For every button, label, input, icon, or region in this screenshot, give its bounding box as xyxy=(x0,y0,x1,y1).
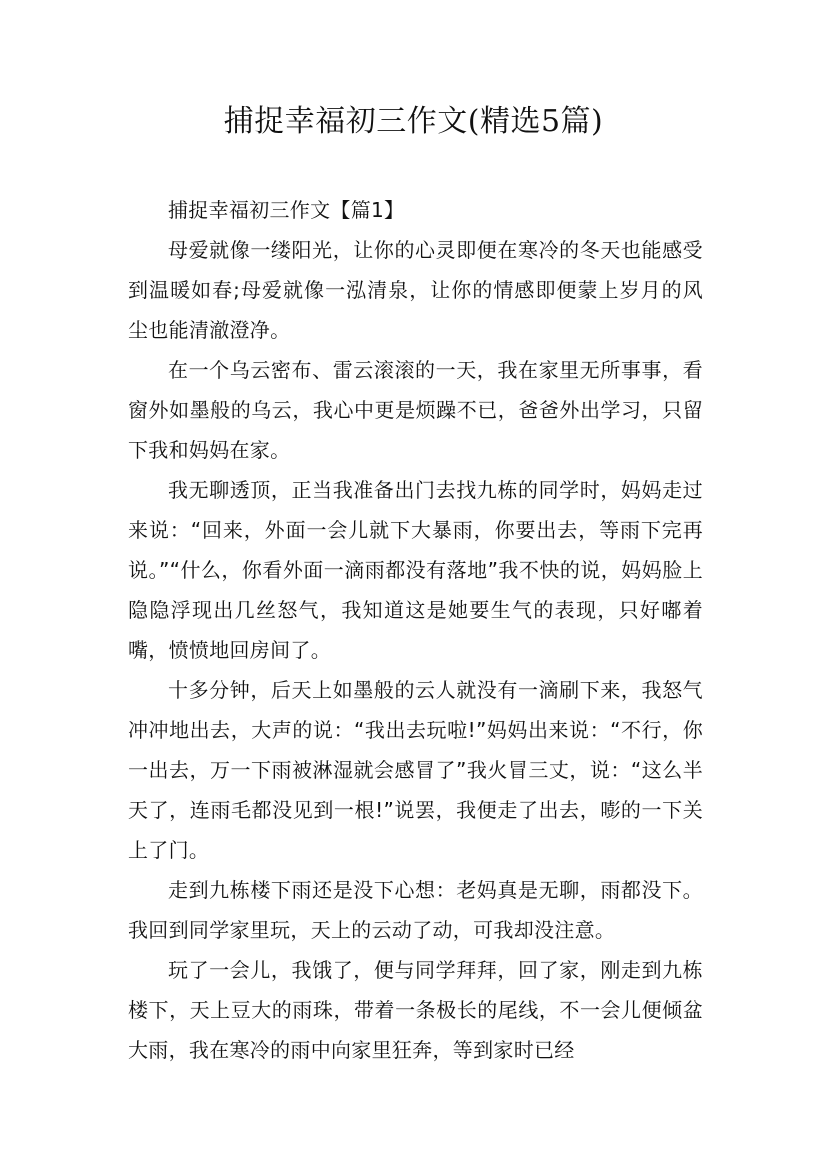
paragraph-5: 走到九栋楼下雨还是没下心想：老妈真是无聊，雨都没下。我回到同学家里玩，天上的云动了动，可我却没注意。 xyxy=(128,878,703,942)
paragraph-1: 母爱就像一缕阳光，让你的心灵即便在寒冷的冬天也能感受到温暖如春;母爱就像一泓清泉，让你的情感即便蒙上岁月的风尘也能清澈澄净。 xyxy=(128,238,703,342)
paragraph-4: 十多分钟，后天上如墨般的云人就没有一滴刷下来，我怒气冲冲地出去，大声的说：“我出去玩啦!”妈妈出来说：“不行，你一出去，万一下雨被淋湿就会感冒了”我火冒三丈，说：“这么半天了，连雨毛都没见到一根!”说罢，我便走了出去，嘭的一下关上了门。 xyxy=(128,678,703,862)
document-title: 捕捉幸福初三作文(精选5篇) xyxy=(223,104,604,139)
document-body xyxy=(128,190,703,1070)
paragraph-2: 在一个乌云密布、雷云滚滚的一天，我在家里无所事事，看窗外如墨般的乌云，我心中更是烦躁不已，爸爸外出学习，只留下我和妈妈在家。 xyxy=(128,358,703,462)
paragraph-3: 我无聊透顶，正当我准备出门去找九栋的同学时，妈妈走过来说：“回来，外面一会儿就下大暴雨，你要出去，等雨下完再说。”“什么，你看外面一滴雨都没有落地”我不快的说，妈妈脸上隐隐浮现出几丝怒气，我知道这是她要生气的表现，只好嘟着嘴，愤愤地回房间了。 xyxy=(128,478,703,662)
section-heading: 捕捉幸福初三作文【篇1】 xyxy=(168,198,405,222)
paragraph-6: 玩了一会儿，我饿了，便与同学拜拜，回了家，刚走到九栋楼下，天上豆大的雨珠，带着一条极长的尾线，不一会儿便倾盆大雨，我在寒冷的雨中向家里狂奔，等到家时已经 xyxy=(128,958,703,1062)
